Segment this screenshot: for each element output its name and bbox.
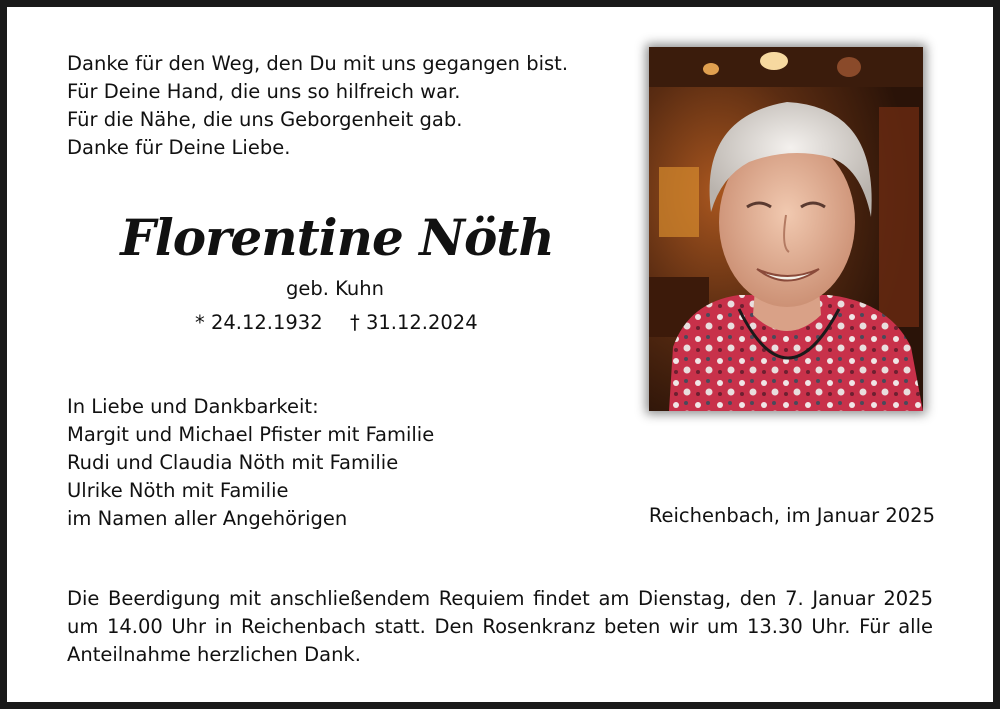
poem-line: Für Deine Hand, die uns so hilfreich war.: [67, 80, 461, 103]
poem-line: Für die Nähe, die uns Geborgenheit gab.: [67, 108, 463, 131]
notice-line: um 14.00 Uhr in Reichenbach statt. Den Rosenkranz beten wir um 13.30 Uhr. Für alle: [67, 615, 933, 638]
poem-line: Danke für Deine Liebe.: [67, 136, 291, 159]
funeral-notice: [67, 585, 933, 669]
life-dates: [195, 309, 478, 337]
memorial-poem: [67, 50, 568, 162]
deceased-name: Florentine Nöth: [120, 208, 554, 267]
maiden-name: geb. Kuhn: [285, 277, 385, 300]
poem-line: Danke für den Weg, den Du mit uns gegangen bist.: [67, 52, 569, 75]
mourners-line: Margit und Michael Pfister mit Familie: [67, 423, 435, 446]
place-and-date: Reichenbach, im Januar 2025: [648, 504, 935, 527]
birth-date: * 24.12.1932: [195, 311, 323, 334]
mourners-line: im Namen aller Angehörigen: [67, 507, 348, 530]
portrait-photo: [649, 47, 923, 411]
mourners-line: Rudi und Claudia Nöth mit Familie: [67, 451, 399, 474]
notice-line: Die Beerdigung mit anschließendem Requiem findet am Dienstag, den 7. Januar 2025: [67, 587, 933, 610]
mourners-list: [67, 393, 434, 533]
notice-line: Anteilnahme herzlichen Dank.: [67, 643, 361, 666]
portrait-illustration: [649, 47, 923, 411]
mourners-line: In Liebe und Dankbarkeit:: [67, 395, 319, 418]
mourners-line: Ulrike Nöth mit Familie: [67, 479, 289, 502]
death-date: † 31.12.2024: [350, 311, 478, 334]
